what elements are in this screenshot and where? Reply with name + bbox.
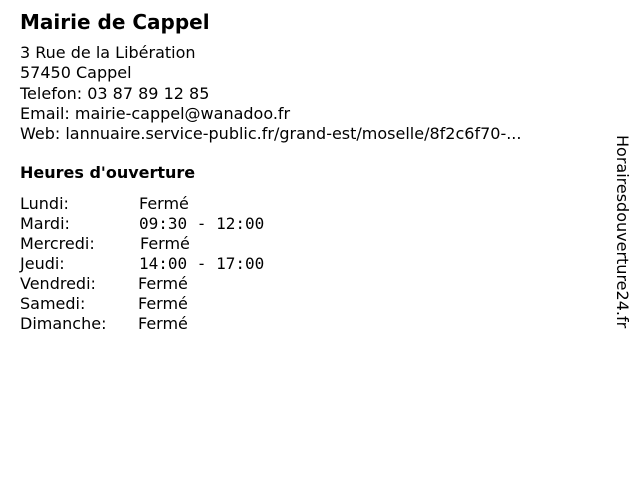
day-hours: Fermé (138, 274, 188, 293)
day-hours: Fermé (140, 234, 190, 253)
day-label: Mardi: (20, 214, 70, 233)
opening-hours-heading: Heures d'ouverture (20, 163, 196, 182)
day-hours: 14:00 - 17:00 (139, 254, 265, 273)
page-title: Mairie de Cappel (20, 10, 210, 34)
day-label: Jeudi: (20, 254, 65, 273)
day-label: Samedi: (20, 294, 86, 313)
hours-row-monday (20, 194, 320, 214)
hours-row-sunday (20, 314, 320, 334)
address-street: 3 Rue de la Libération (20, 43, 196, 62)
hours-row-thursday (20, 254, 320, 274)
hours-row-wednesday (20, 234, 320, 254)
day-hours: Fermé (138, 294, 188, 313)
day-label: Lundi: (20, 194, 69, 213)
email-line: Email: mairie-cappel@wanadoo.fr (20, 104, 291, 123)
web-line[interactable]: Web: lannuaire.service-public.fr/grand-est/moselle/8f2c6f70-... (20, 124, 522, 143)
hours-row-friday (20, 274, 320, 294)
site-watermark: Horairesdouverture24.fr (613, 135, 632, 329)
day-hours: 09:30 - 12:00 (139, 214, 265, 233)
day-hours: Fermé (139, 194, 189, 213)
hours-row-saturday (20, 294, 320, 314)
address-city: 57450 Cappel (20, 63, 132, 82)
day-label: Vendredi: (20, 274, 96, 293)
hours-row-tuesday (20, 214, 320, 234)
day-label: Mercredi: (20, 234, 95, 253)
phone-line: Telefon: 03 87 89 12 85 (20, 84, 210, 103)
day-label: Dimanche: (20, 314, 107, 333)
day-hours: Fermé (138, 314, 188, 333)
